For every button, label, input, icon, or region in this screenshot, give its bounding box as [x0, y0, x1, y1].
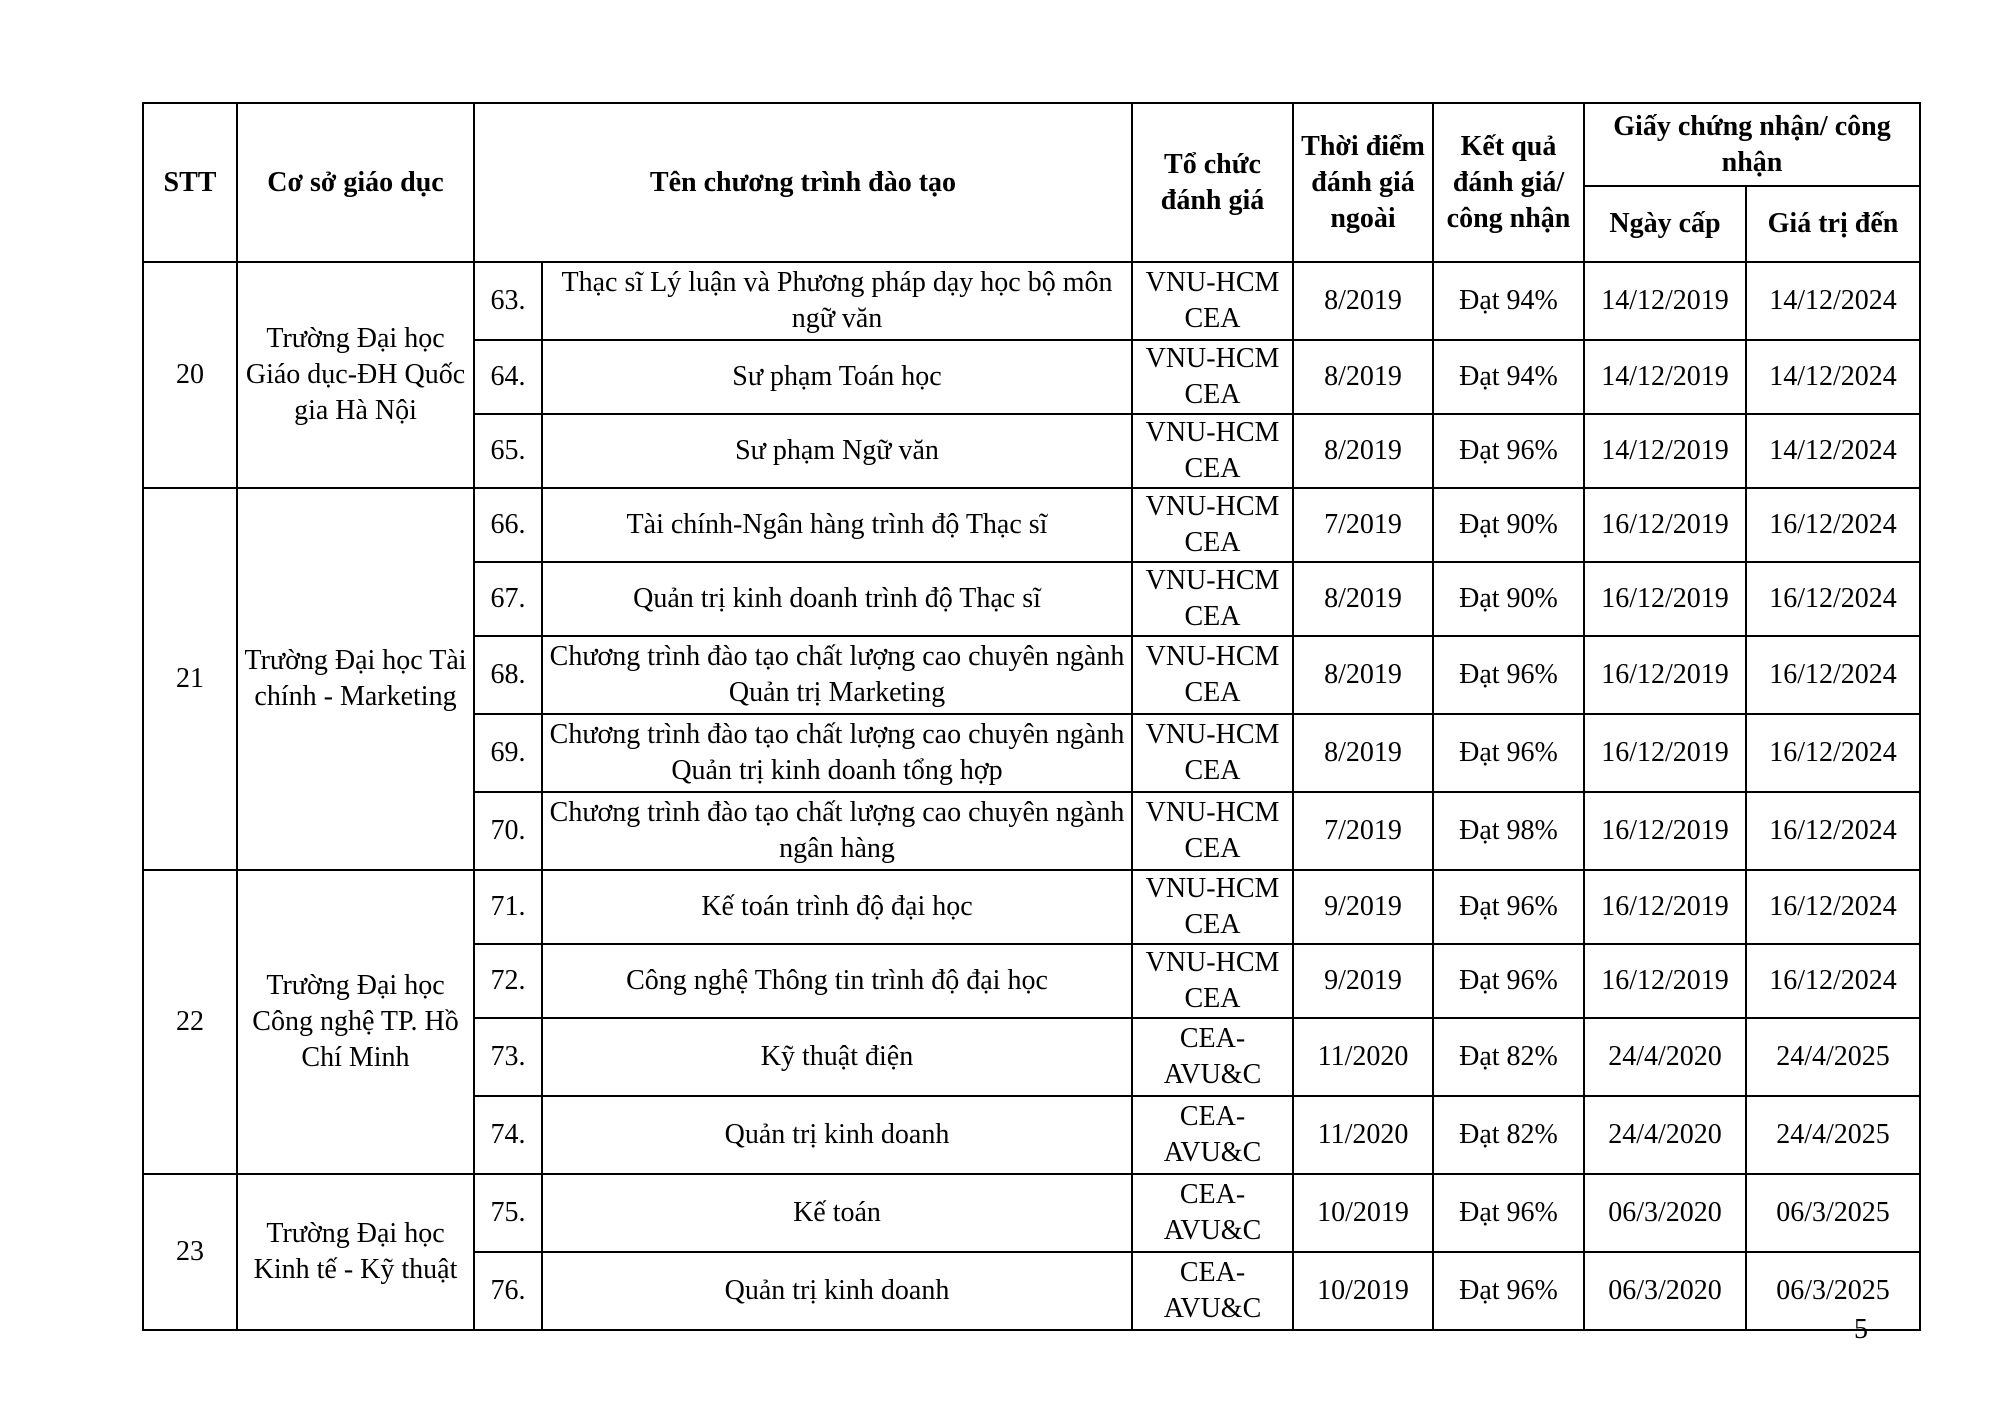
- time-cell: 11/2020: [1293, 1018, 1433, 1096]
- header-issued: Ngày cấp: [1584, 186, 1746, 262]
- result-cell: Đạt 96%: [1433, 1252, 1584, 1330]
- program-name: Tài chính-Ngân hàng trình độ Thạc sĩ: [542, 488, 1132, 562]
- header-organization: Tổ chức đánh giá: [1132, 103, 1293, 262]
- program-name: Quản trị kinh doanh trình độ Thạc sĩ: [542, 562, 1132, 636]
- valid-cell: 16/12/2024: [1746, 714, 1920, 792]
- header-program: Tên chương trình đào tạo: [474, 103, 1132, 262]
- program-name: Thạc sĩ Lý luận và Phương pháp dạy học bộ môn ngữ văn: [542, 262, 1132, 340]
- time-cell: 11/2020: [1293, 1096, 1433, 1174]
- program-name: Kỹ thuật điện: [542, 1018, 1132, 1096]
- time-cell: 9/2019: [1293, 944, 1433, 1018]
- time-cell: 10/2019: [1293, 1252, 1433, 1330]
- program-number: 67.: [474, 562, 542, 636]
- result-cell: Đạt 90%: [1433, 562, 1584, 636]
- valid-cell: 06/3/2025: [1746, 1174, 1920, 1252]
- table-row: [143, 488, 1920, 562]
- issued-cell: 06/3/2020: [1584, 1174, 1746, 1252]
- accreditation-table: [142, 102, 1921, 1331]
- valid-cell: 16/12/2024: [1746, 792, 1920, 870]
- issued-cell: 16/12/2019: [1584, 792, 1746, 870]
- issued-cell: 16/12/2019: [1584, 562, 1746, 636]
- valid-cell: 14/12/2024: [1746, 340, 1920, 414]
- institution-cell: Trường Đại học Giáo dục-ĐH Quốc gia Hà Nội: [237, 262, 474, 488]
- time-cell: 8/2019: [1293, 340, 1433, 414]
- result-cell: Đạt 82%: [1433, 1096, 1584, 1174]
- time-cell: 8/2019: [1293, 562, 1433, 636]
- result-cell: Đạt 96%: [1433, 636, 1584, 714]
- program-number: 76.: [474, 1252, 542, 1330]
- program-name: Công nghệ Thông tin trình độ đại học: [542, 944, 1132, 1018]
- time-cell: 9/2019: [1293, 870, 1433, 944]
- result-cell: Đạt 96%: [1433, 870, 1584, 944]
- program-number: 74.: [474, 1096, 542, 1174]
- table-row: [143, 1174, 1920, 1252]
- program-name: Kế toán: [542, 1174, 1132, 1252]
- result-cell: Đạt 94%: [1433, 340, 1584, 414]
- program-name: Kế toán trình độ đại học: [542, 870, 1132, 944]
- header-certificate: Giấy chứng nhận/ công nhận: [1584, 103, 1920, 186]
- header-time: Thời điểm đánh giá ngoài: [1293, 103, 1433, 262]
- valid-cell: 16/12/2024: [1746, 944, 1920, 1018]
- valid-cell: 24/4/2025: [1746, 1018, 1920, 1096]
- issued-cell: 14/12/2019: [1584, 414, 1746, 488]
- organization-cell: CEA-AVU&C: [1132, 1096, 1293, 1174]
- header-result: Kết quả đánh giá/ công nhận: [1433, 103, 1584, 262]
- program-number: 71.: [474, 870, 542, 944]
- institution-cell: Trường Đại học Kinh tế - Kỹ thuật: [237, 1174, 474, 1330]
- time-cell: 10/2019: [1293, 1174, 1433, 1252]
- organization-cell: VNU-HCM CEA: [1132, 636, 1293, 714]
- program-name: Sư phạm Ngữ văn: [542, 414, 1132, 488]
- valid-cell: 14/12/2024: [1746, 262, 1920, 340]
- result-cell: Đạt 96%: [1433, 714, 1584, 792]
- issued-cell: 16/12/2019: [1584, 944, 1746, 1018]
- organization-cell: VNU-HCM CEA: [1132, 944, 1293, 1018]
- page-number: 5: [1854, 1314, 1868, 1345]
- issued-cell: 16/12/2019: [1584, 636, 1746, 714]
- valid-cell: 16/12/2024: [1746, 488, 1920, 562]
- institution-cell: Trường Đại học Tài chính - Marketing: [237, 488, 474, 870]
- program-name: Chương trình đào tạo chất lượng cao chuyên ngành Quản trị Marketing: [542, 636, 1132, 714]
- result-cell: Đạt 96%: [1433, 1174, 1584, 1252]
- organization-cell: VNU-HCM CEA: [1132, 562, 1293, 636]
- time-cell: 8/2019: [1293, 636, 1433, 714]
- time-cell: 8/2019: [1293, 414, 1433, 488]
- organization-cell: CEA-AVU&C: [1132, 1252, 1293, 1330]
- program-number: 69.: [474, 714, 542, 792]
- header-institution: Cơ sở giáo dục: [237, 103, 474, 262]
- program-number: 65.: [474, 414, 542, 488]
- program-name: Sư phạm Toán học: [542, 340, 1132, 414]
- issued-cell: 24/4/2020: [1584, 1096, 1746, 1174]
- program-number: 73.: [474, 1018, 542, 1096]
- organization-cell: VNU-HCM CEA: [1132, 414, 1293, 488]
- program-name: Chương trình đào tạo chất lượng cao chuyên ngành ngân hàng: [542, 792, 1132, 870]
- result-cell: Đạt 96%: [1433, 414, 1584, 488]
- header-valid-until: Giá trị đến: [1746, 186, 1920, 262]
- result-cell: Đạt 94%: [1433, 262, 1584, 340]
- stt-cell: 20: [143, 262, 237, 488]
- stt-cell: 23: [143, 1174, 237, 1330]
- table-row: [143, 870, 1920, 944]
- valid-cell: 24/4/2025: [1746, 1096, 1920, 1174]
- institution-cell: Trường Đại học Công nghệ TP. Hồ Chí Minh: [237, 870, 474, 1174]
- valid-cell: 16/12/2024: [1746, 870, 1920, 944]
- valid-cell: 16/12/2024: [1746, 562, 1920, 636]
- program-name: Quản trị kinh doanh: [542, 1096, 1132, 1174]
- issued-cell: 14/12/2019: [1584, 262, 1746, 340]
- program-number: 75.: [474, 1174, 542, 1252]
- program-number: 68.: [474, 636, 542, 714]
- valid-cell: 06/3/2025: [1746, 1252, 1920, 1330]
- program-number: 66.: [474, 488, 542, 562]
- table-row: [143, 262, 1920, 340]
- issued-cell: 16/12/2019: [1584, 870, 1746, 944]
- time-cell: 7/2019: [1293, 488, 1433, 562]
- time-cell: 7/2019: [1293, 792, 1433, 870]
- organization-cell: VNU-HCM CEA: [1132, 488, 1293, 562]
- organization-cell: VNU-HCM CEA: [1132, 340, 1293, 414]
- result-cell: Đạt 82%: [1433, 1018, 1584, 1096]
- program-name: Chương trình đào tạo chất lượng cao chuyên ngành Quản trị kinh doanh tổng hợp: [542, 714, 1132, 792]
- time-cell: 8/2019: [1293, 262, 1433, 340]
- program-number: 63.: [474, 262, 542, 340]
- program-name: Quản trị kinh doanh: [542, 1252, 1132, 1330]
- issued-cell: 16/12/2019: [1584, 714, 1746, 792]
- time-cell: 8/2019: [1293, 714, 1433, 792]
- result-cell: Đạt 90%: [1433, 488, 1584, 562]
- result-cell: Đạt 98%: [1433, 792, 1584, 870]
- issued-cell: 14/12/2019: [1584, 340, 1746, 414]
- result-cell: Đạt 96%: [1433, 944, 1584, 1018]
- organization-cell: VNU-HCM CEA: [1132, 792, 1293, 870]
- stt-cell: 22: [143, 870, 237, 1174]
- organization-cell: VNU-HCM CEA: [1132, 262, 1293, 340]
- organization-cell: VNU-HCM CEA: [1132, 870, 1293, 944]
- valid-cell: 16/12/2024: [1746, 636, 1920, 714]
- program-number: 70.: [474, 792, 542, 870]
- program-number: 64.: [474, 340, 542, 414]
- stt-cell: 21: [143, 488, 237, 870]
- program-number: 72.: [474, 944, 542, 1018]
- issued-cell: 24/4/2020: [1584, 1018, 1746, 1096]
- issued-cell: 06/3/2020: [1584, 1252, 1746, 1330]
- organization-cell: CEA-AVU&C: [1132, 1174, 1293, 1252]
- valid-cell: 14/12/2024: [1746, 414, 1920, 488]
- header-stt: STT: [143, 103, 237, 262]
- issued-cell: 16/12/2019: [1584, 488, 1746, 562]
- organization-cell: CEA-AVU&C: [1132, 1018, 1293, 1096]
- organization-cell: VNU-HCM CEA: [1132, 714, 1293, 792]
